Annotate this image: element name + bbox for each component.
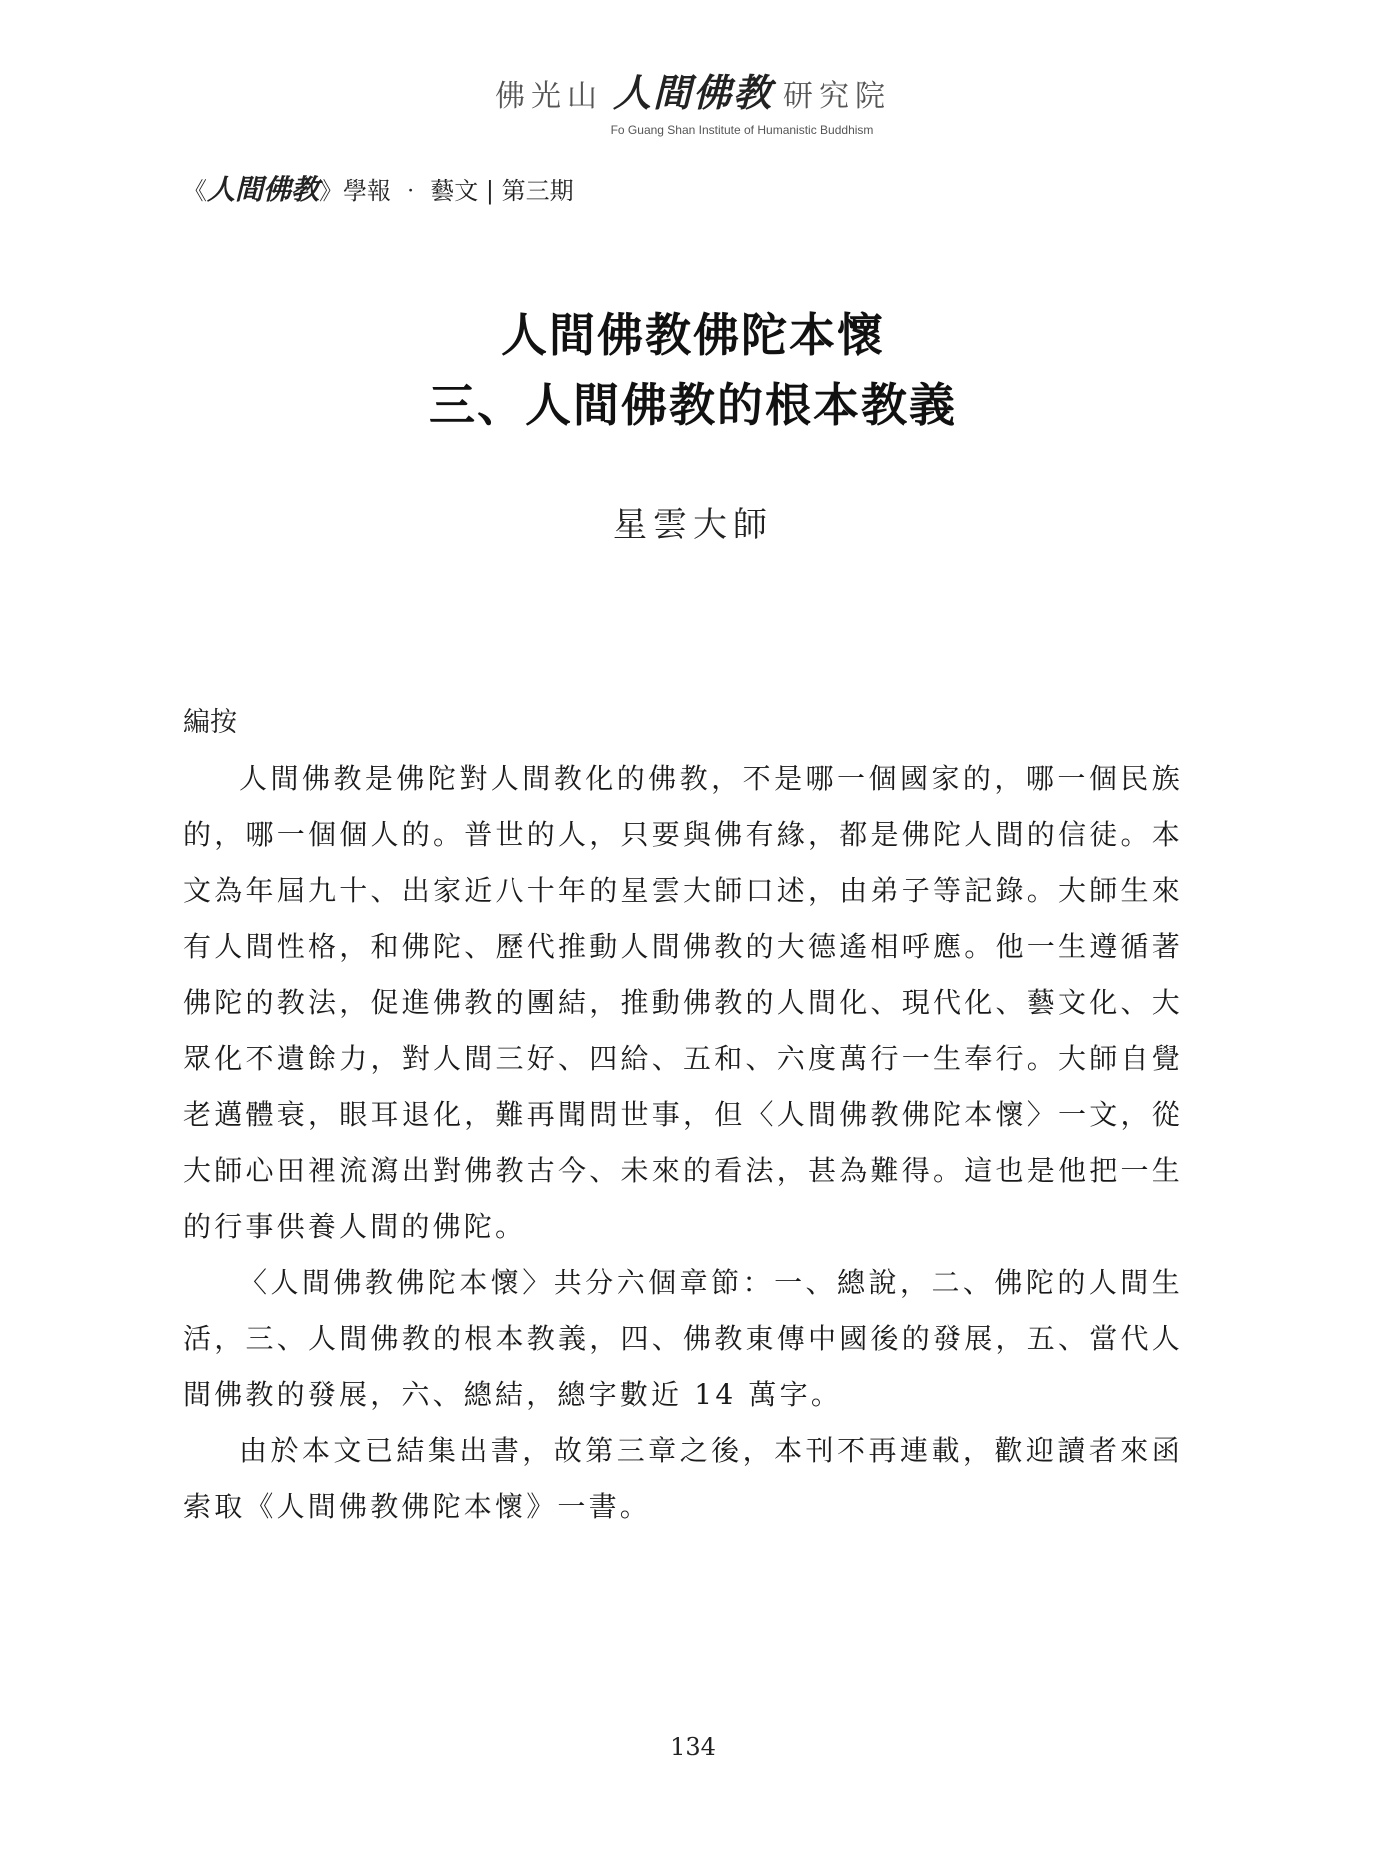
journal-mark: 人間佛教 [207,173,320,206]
editor-note-paragraph: 〈人間佛教佛陀本懷〉共分六個章節：一、總說，二、佛陀的人間生活，三、人間佛教的根本教義，四、佛教東傳中國後的發展，五、當代人間佛教的發展，六、總結，總字數近 14 萬字。 [183,1266,1183,1411]
author-name: 星雲大師 [613,505,773,545]
institute-logo [0,62,1386,137]
title-line-1: 人間佛教佛陀本懷 [501,308,885,362]
editor-note-paragraph: 由於本文已結集出書，故第三章之後，本刊不再連載，歡迎讀者來函索取《人間佛教佛陀本懷》一書。 [183,1434,1183,1523]
logo-right-text: 研究院 [783,79,891,114]
editor-note-paragraph: 人間佛教是佛陀對人間教化的佛教，不是哪一個國家的，哪一個民族的，哪一個個人的。普世的人，只要與佛有緣，都是佛陀人間的信徒。本文為年屆九十、出家近八十年的星雲大師口述，由弟子等記錄。大師生來有人間性格，和佛陀、歷代推動人間佛教的大德遙相呼應。他一生遵循著佛陀的教法，促進佛教的團結，推動佛教的人間化、現代化、藝文化、大眾化不遺餘力，對人間三好、四給、五和、六度萬行一生奉行。大師自覺老邁體衰，眼耳退化，難再聞問世事，但〈人間佛教佛陀本懷〉一文，從大師心田裡流瀉出對佛教古今、未來的看法，甚為難得。這也是他把一生的行事供養人間的佛陀。 [183,762,1183,1243]
page-number: 134 [670,1733,716,1761]
running-head-open: 《 [183,177,207,205]
logo-brush-text: 人間佛教 [612,70,773,115]
logo-subtitle: Fo Guang Shan Institute of Humanistic Buddhism [610,123,874,137]
running-head-rest: 》學報 ‧ 藝文 | 第三期 [319,177,574,205]
article-title [0,300,1386,440]
institute-logo-title [0,62,1386,117]
editor-note [183,703,1183,1535]
logo-left-text: 佛光山 [494,79,603,114]
editor-note-label: 編按 [183,707,237,738]
running-head [183,168,574,208]
title-line-2: 三、人間佛教的根本教義 [429,378,957,432]
